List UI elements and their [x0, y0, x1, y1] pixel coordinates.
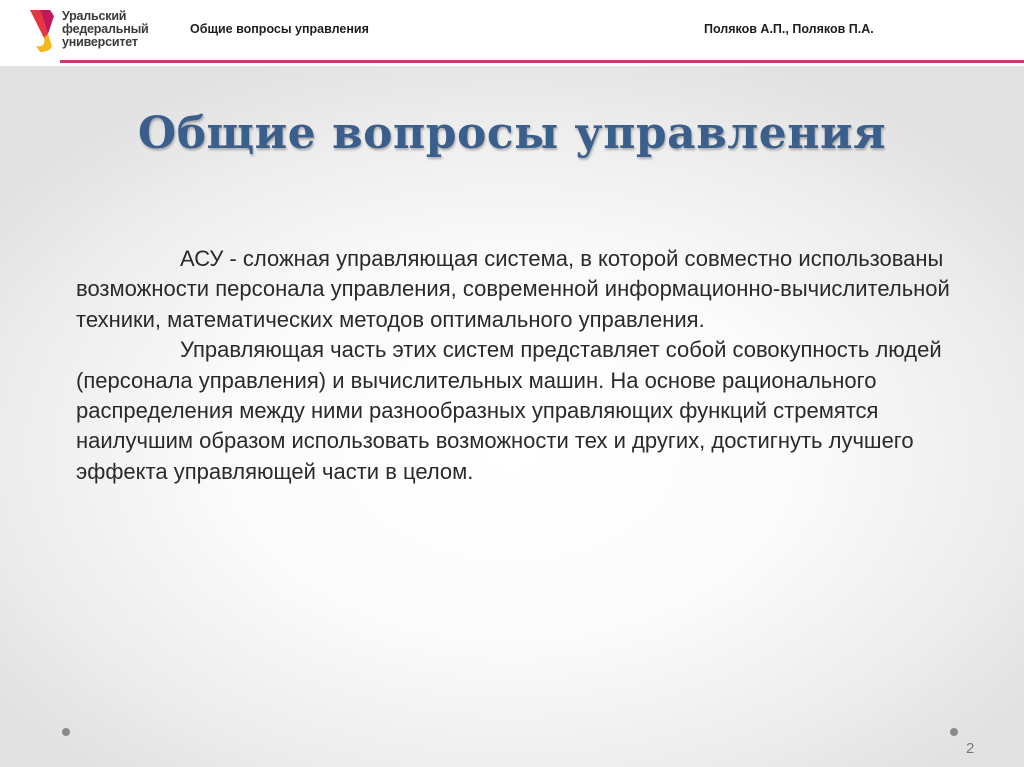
logo-line-1: Уральский	[62, 9, 127, 23]
paragraph-definition: АСУ - сложная управляющая система, в которой совместно использованы возможности персонала управления, современной информационно-вычислительной техники, математических методов оптимального управления.	[76, 246, 950, 332]
decorative-dot-left	[62, 728, 70, 736]
slide-title: Общие вопросы управления	[137, 108, 887, 159]
paragraph-control-part: Управляющая часть этих систем представляет собой совокупность людей (персонала управления) и вычислительных машин. На основе рационального распределения между ними разнообразных управляющих функций стремятся наилучшим образом использовать возможности тех и других, достигнуть лучшего эффекта управляющей части в целом.	[76, 337, 942, 484]
logo-text	[62, 10, 149, 49]
university-logo	[28, 8, 168, 54]
decorative-dot-right	[950, 728, 958, 736]
slide-header	[0, 0, 1024, 64]
header-authors: Поляков А.П., Поляков П.А.	[704, 22, 874, 36]
logo-line-2: федеральный	[62, 22, 149, 36]
header-divider	[60, 60, 1024, 63]
slide-body-text	[76, 244, 976, 487]
logo-line-3: университет	[62, 35, 138, 49]
header-title: Общие вопросы управления	[190, 22, 369, 36]
urfu-logo-icon	[28, 8, 60, 54]
page-number: 2	[966, 740, 975, 757]
